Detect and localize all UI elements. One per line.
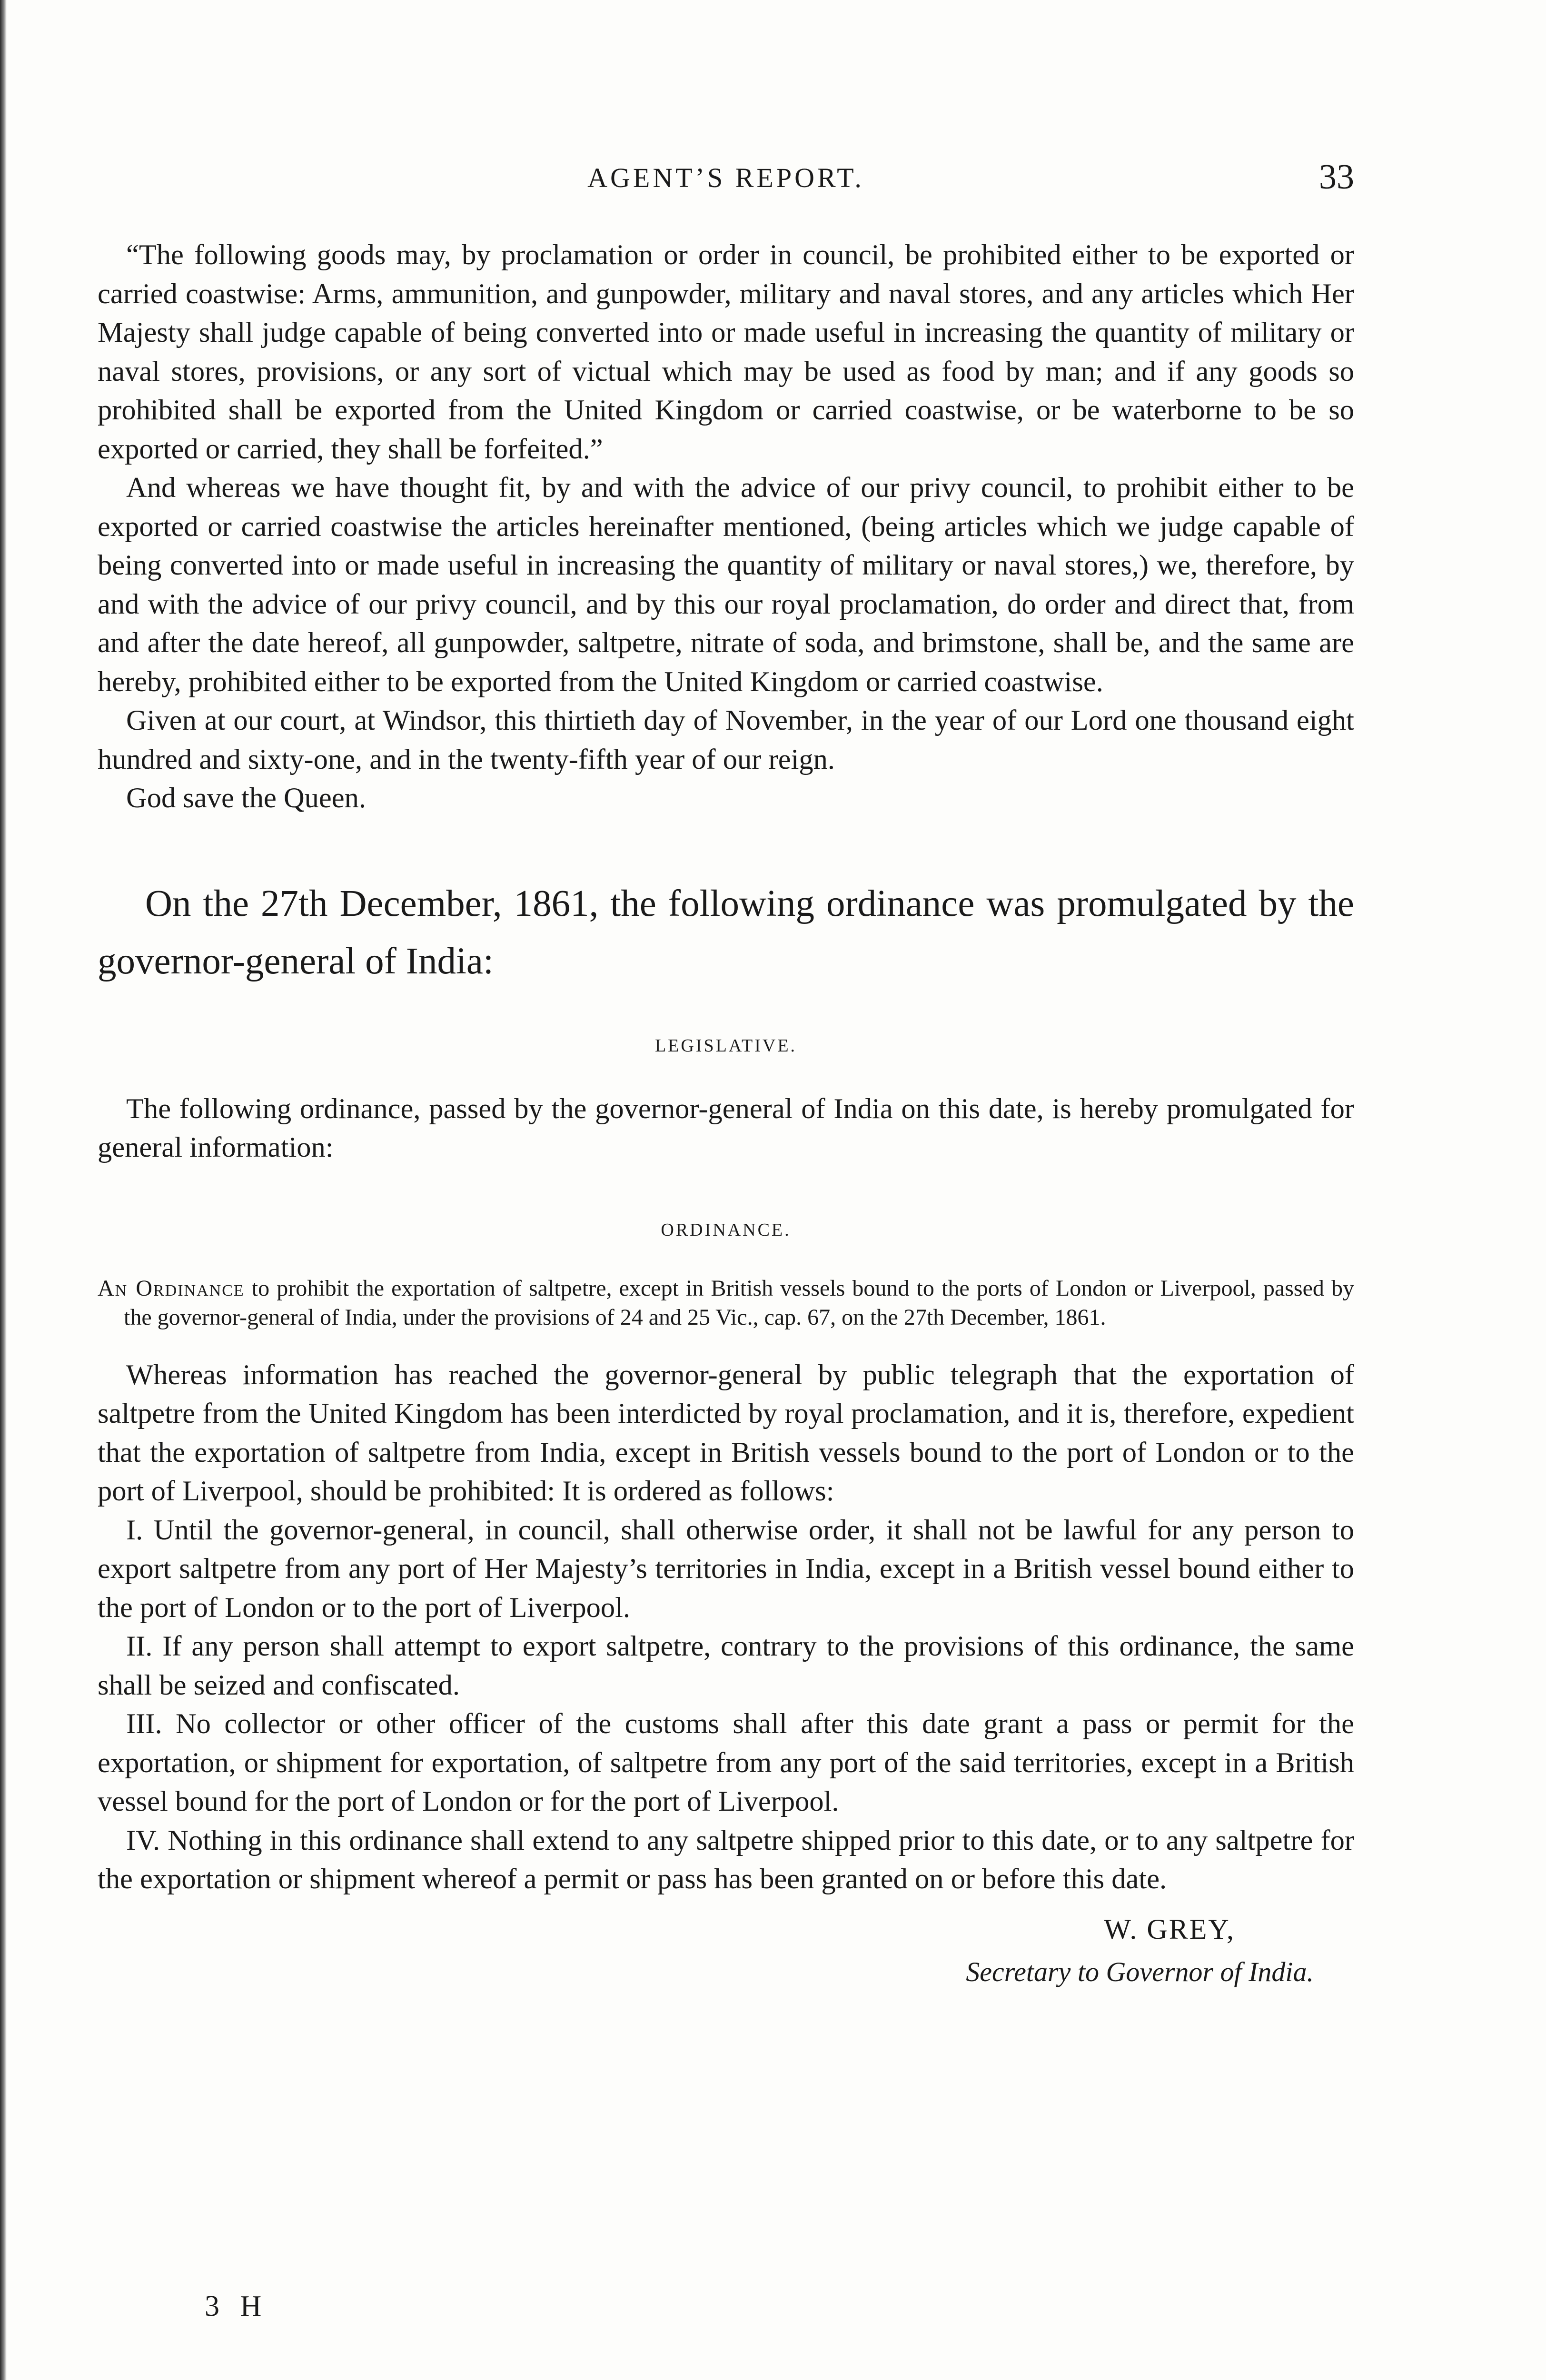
signature-block (98, 1913, 1354, 2008)
ordinance-clause: IV. Nothing in this ordinance shall extend to any saltpetre shipped prior to this date, or to any saltpetre for the exportation or shipment whereof a permit or pass has been granted on or before this date. (98, 1824, 1354, 1895)
signature-title: Secretary to Governor of India. (966, 1956, 1314, 1987)
ordinance-preamble: Whereas information has reached the governor-general by public telegraph that the exportation of saltpetre from the United Kingdom has been interdicted by royal proclamation, and it is, therefore, expedient that the exportation of saltpetre from India, except in British vessels bound to the port of London or to the port of Liverpool, should be prohibited: It is ordered as follows: (98, 1359, 1354, 1507)
ordinance-clause: II. If any person shall attempt to export saltpetre, contrary to the provisions of this ordinance, the same shall be seized and confiscated. (98, 1630, 1354, 1701)
page-header (98, 158, 1354, 214)
page-body (98, 236, 1354, 2008)
ordinance-summary-lead: An Ordinance (98, 1275, 245, 1301)
ordinance-intro: On the 27th December, 1861, the following ordinance was promulgated by the governor-general of India: (98, 883, 1354, 982)
binding-edge (0, 0, 7, 2380)
running-head: AGENT’S REPORT. (587, 162, 864, 193)
ordinance-summary-text: to prohibit the exportation of saltpetre, except in British vessels bound to the ports of London or Liverpool, passed by the governor-general of India, under the provisions of 24 and 25 Vic., cap. 67, on the 27th December, 1861. (124, 1275, 1355, 1330)
given-at-paragraph: Given at our court, at Windsor, this thirtieth day of November, in the year of our Lord one thousand eight hundred and sixty-one, and in the twenty-fifth year of our reign. (98, 704, 1354, 775)
closing-line: God save the Queen. (126, 782, 366, 814)
ordinance-clause: I. Until the governor-general, in council, shall otherwise order, it shall not be lawful for any person to export saltpetre from any port of Her Majesty’s territories in India, except in a British vessel bound either to the port of London or to the port of Liverpool. (98, 1514, 1354, 1624)
signature-mark: 3 H (205, 2290, 268, 2322)
ordinance-clause: III. No collector or other officer of the customs shall after this date grant a pass or permit for the exportation, or shipment for exportation, of saltpetre from any port of the said territories, except in a British vessel bound for the port of London or for the port of Liverpool. (98, 1708, 1354, 1817)
signature-name: W. GREY, (1104, 1913, 1235, 1945)
ordinance-heading: ORDINANCE. (661, 1220, 791, 1240)
quoted-clause: “The following goods may, by proclamation or order in council, be prohibited either to be exported or carried coastwise: Arms, ammunition, and gunpowder, military and naval stores, and any articles which Her Majesty shall judge capable of being converted into or made useful in increasing the quantity of military or naval stores, provisions, or any sort of victual which may be used as food by man; and if any goods so prohibited shall be exported from the United Kingdom or carried coastwise, or be waterborne to be so exported or carried, they shall be forfeited.” (98, 239, 1354, 465)
legislative-notice: The following ordinance, passed by the governor-general of India on this date, is hereby promulgated for general information: (98, 1092, 1354, 1163)
whereas-paragraph: And whereas we have thought fit, by and with the advice of our privy council, to prohibit either to be exported or carried coastwise the articles hereinafter mentioned, (being articles which we judge capable of being converted into or made useful in increasing the quantity of military or naval stores,) we, therefore, by and with the advice of our privy council, and by this our royal proclamation, do order and direct that, from and after the date hereof, all gunpowder, saltpetre, nitrate of soda, and brimstone, shall be, and the same are hereby, prohibited either to be exported from the United Kingdom or carried coastwise. (98, 472, 1354, 698)
page-number: 33 (1319, 158, 1354, 197)
legislative-heading: LEGISLATIVE. (654, 1035, 797, 1056)
ordinance-summary (98, 1274, 1354, 1332)
